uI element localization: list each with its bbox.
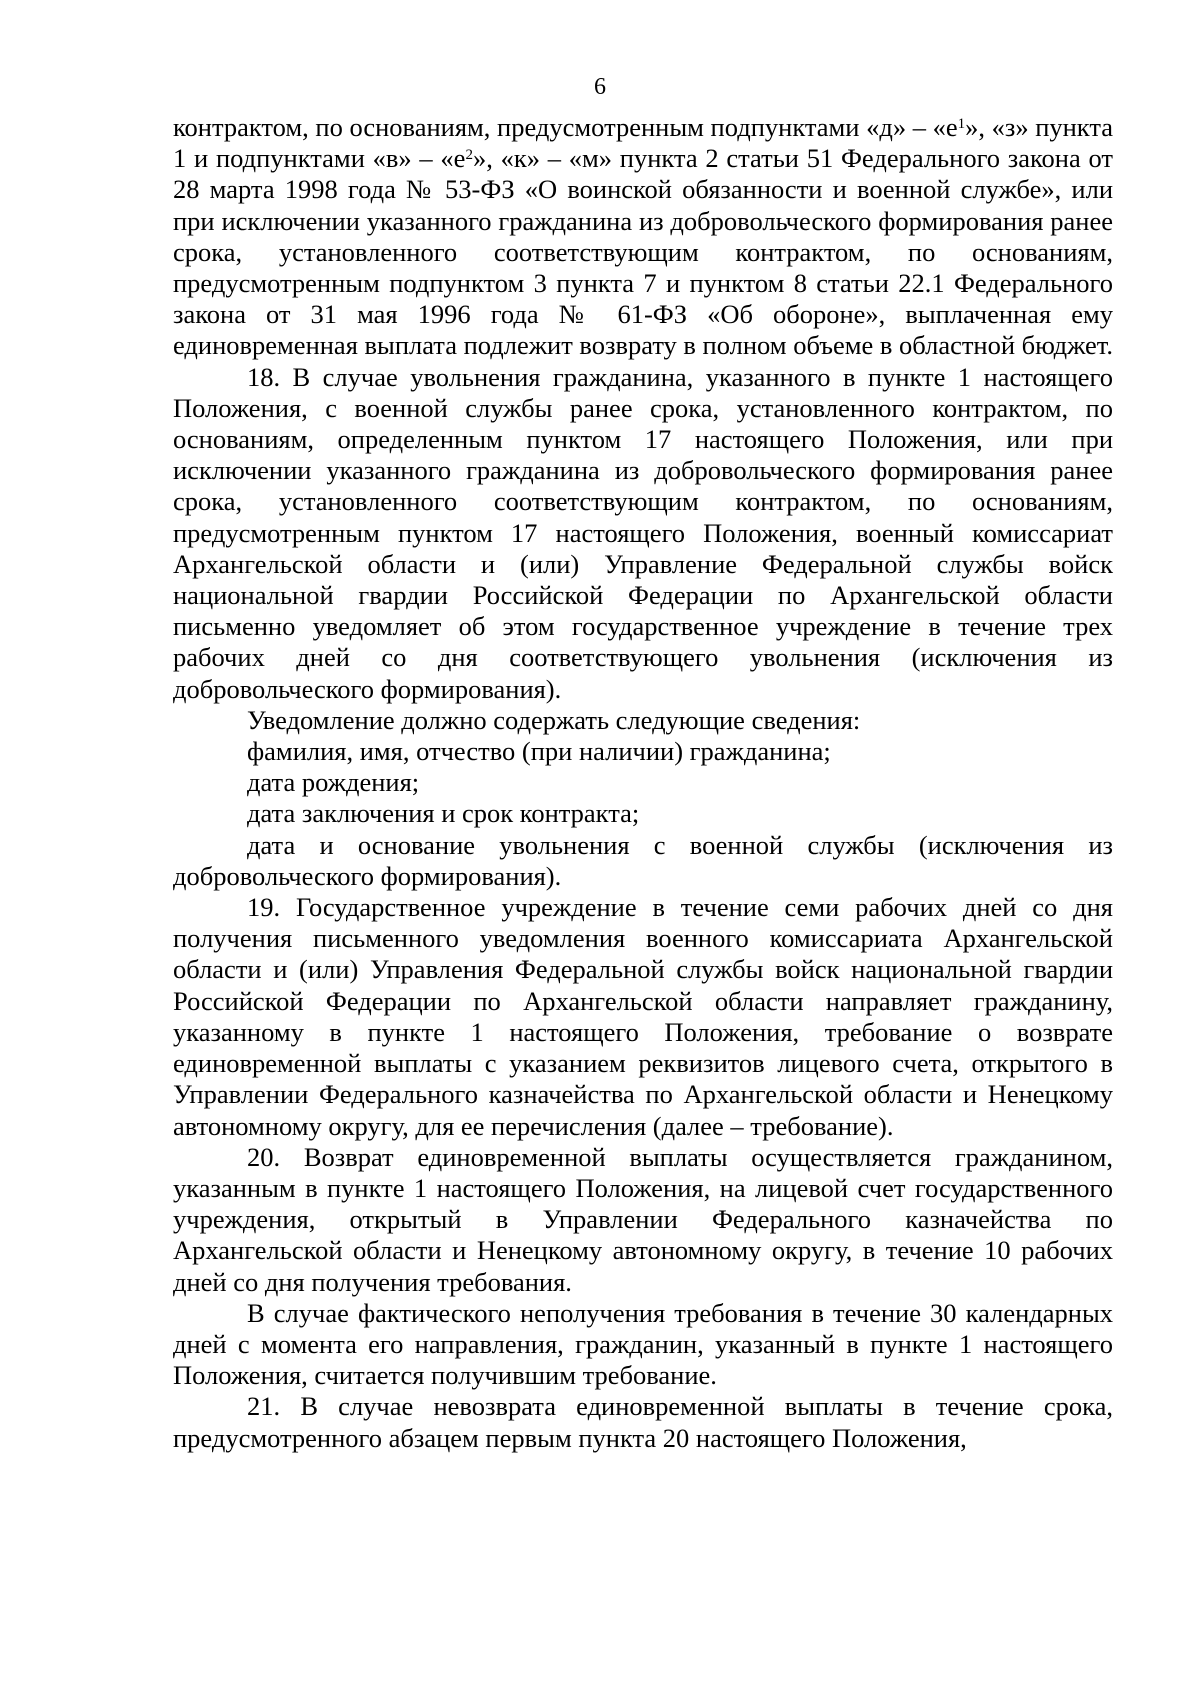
paragraph-text: фамилия, имя, отчество (при наличии) гражданина; [247, 736, 831, 767]
paragraph-text: дата заключения и срок контракта; [247, 798, 640, 829]
superscript: 2 [465, 147, 473, 164]
paragraph-text: В случае фактического неполучения требования в течение 30 календарных дней с момента его направления, гражданин, указанный в пункте 1 настоящего Положения, считается получившим требование. [173, 1297, 1113, 1391]
paragraph-p-18-item-4 [173, 830, 1113, 892]
paragraph-text: 20. Возврат единовременной выплаты осуществляется гражданином, указанным в пункте 1 настоящего Положения, на лицевой счет государственного учреждения, открытый в Управлении Федерального казначейства по Архангельской области и Ненецкому автономному округу, в течение 10 рабочих дней со дня получения требования. [173, 1141, 1113, 1297]
paragraph-p-21 [173, 1391, 1113, 1453]
document-body [173, 112, 1113, 1454]
paragraph-text: дата и основание увольнения с военной службы (исключения из добровольческого формирования). [173, 829, 1113, 891]
paragraph-text: », «з» пункта 1 и подпунктами «в» – «е [173, 112, 1113, 174]
paragraph-text: », «к» – «м» пункта 2 статьи 51 Федерального закона от 28 марта 1998 года № 53-ФЗ «О воинской обязанности и военной службе», или при исключении указанного гражданина из добровольческого формирования ранее срока, установленного соответствующим контрактом, по основаниям, предусмотренным подпунктом 3 пункта 7 и пунктом 8 статьи 22.1 Федерального закона от 31 мая 1996 года № 61-ФЗ «Об обороне», выплаченная ему единовременная выплата подлежит возврату в полном объеме в областной бюджет. [173, 143, 1114, 361]
paragraph-text: 18. В случае увольнения гражданина, указанного в пункте 1 настоящего Положения, с военной службы ранее срока, установленного контрактом, по основаниям, определенным пунктом 17 настоящего Положения, или при исключении указанного гражданина из добровольческого формирования ранее срока, установленного соответствующим контрактом, по основаниям, предусмотренным пунктом 17 настоящего Положения, военный комиссариат Архангельской области и (или) Управление Федеральной службы войск национальной гвардии Российской Федерации по Архангельской области письменно уведомляет об этом государственное учреждение в течение трех рабочих дней со дня соответствующего увольнения (исключения из добровольческого формирования). [173, 361, 1113, 704]
paragraph-p-18-item-3 [173, 798, 1113, 829]
paragraph-text: Уведомление должно содержать следующие сведения: [247, 704, 861, 735]
paragraph-text: 19. Государственное учреждение в течение семи рабочих дней со дня получения письменного уведомления военного комиссариата Архангельской области и (или) Управления Федеральной службы войск национальной гвардии Российской Федерации по Архангельской области направляет гражданину, указанному в пункте 1 настоящего Положения, требование о возврате единовременной выплаты с указанием реквизитов лицевого счета, открытого в Управлении Федерального казначейства по Архангельской области и Ненецкому автономному округу, для ее перечисления (далее – требование). [173, 892, 1113, 1141]
paragraph-p-20 [173, 1142, 1113, 1298]
paragraph-p-20-second [173, 1298, 1113, 1392]
paragraph-text: контрактом, по основаниям, предусмотренным подпунктами «д» – «е [173, 112, 958, 142]
page-number: 6 [594, 74, 606, 100]
superscript: 1 [957, 116, 966, 132]
paragraph-p-18-item-1 [173, 736, 1113, 767]
paragraph-p-18 [173, 362, 1113, 705]
paragraph-text: 21. В случае невозврата единовременной выплаты в течение срока, предусмотренного абзацем первым пункта 20 настоящего Положения, [173, 1391, 1113, 1453]
paragraph-text: дата рождения; [247, 767, 420, 798]
paragraph-p-18-item-2 [173, 767, 1113, 798]
paragraph-p-19 [173, 892, 1113, 1142]
paragraph-p-18-notice [173, 705, 1113, 736]
paragraph-p-17-continued [173, 112, 1113, 362]
